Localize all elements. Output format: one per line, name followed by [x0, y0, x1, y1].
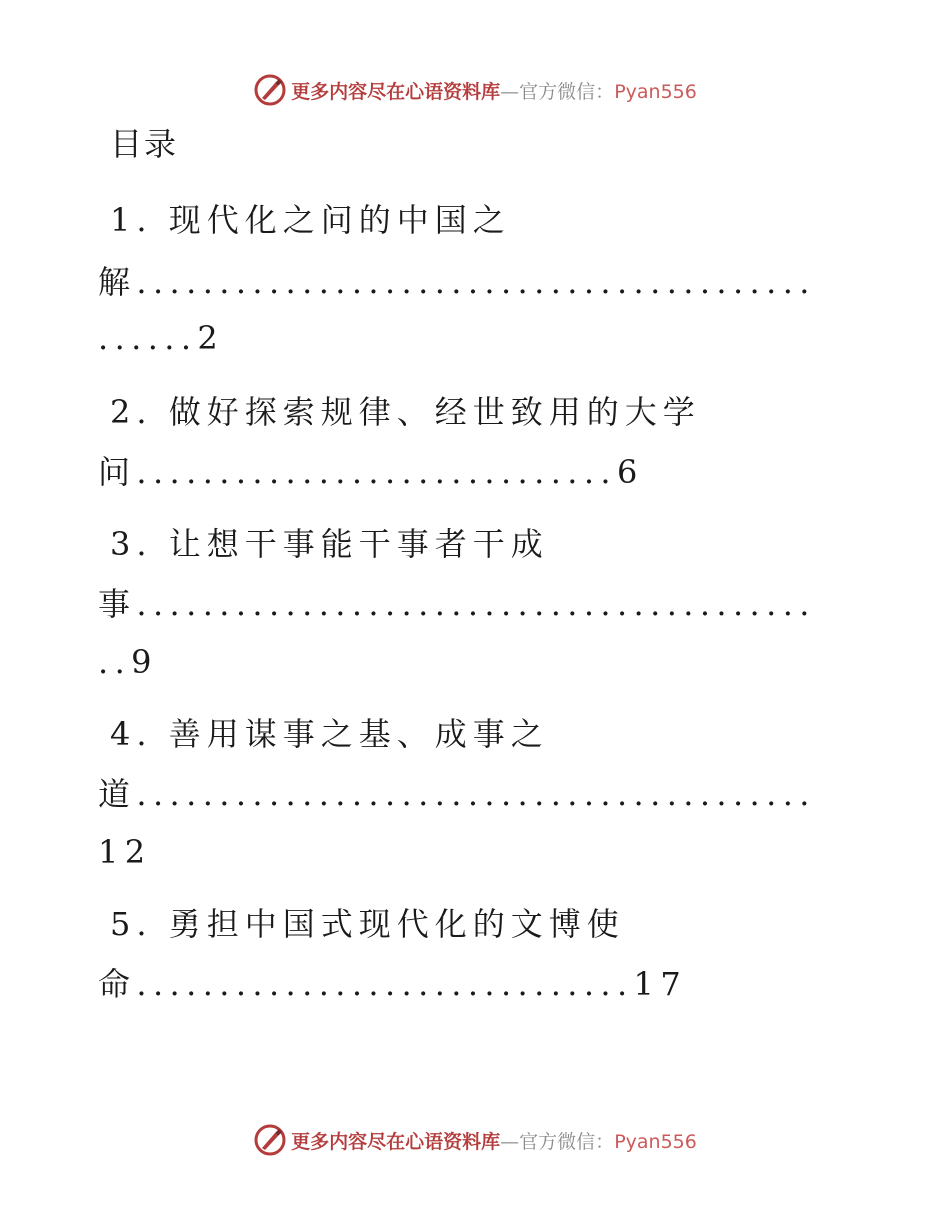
toc-title: 目录: [110, 125, 179, 163]
toc-entry-3-title[interactable]: 3. 让想干事能干事者干成: [110, 525, 549, 563]
header-brand: 更多内容尽在心语资料库: [291, 80, 501, 103]
header-sub: 官方微信：: [519, 80, 615, 103]
toc-entry-4-line-1[interactable]: 道.........................................: [98, 775, 816, 813]
toc-entry-3-line-1[interactable]: 事.........................................: [98, 585, 816, 623]
header-wechat-id: Pyan556: [614, 80, 697, 103]
pen-logo-icon: [253, 73, 287, 107]
footer-text: [291, 1127, 697, 1154]
toc-entry-4-title[interactable]: 4. 善用谋事之基、成事之: [110, 715, 549, 753]
toc-entry-4-line-2[interactable]: 12: [98, 833, 152, 871]
footer-separator: —: [500, 1130, 520, 1153]
footer-sub: 官方微信：: [519, 1130, 615, 1153]
header-separator: —: [500, 80, 520, 103]
header-banner: [0, 70, 950, 110]
toc-entry-2-title[interactable]: 2. 做好探索规律、经世致用的大学: [110, 393, 701, 431]
toc-entry-5-title[interactable]: 5. 勇担中国式现代化的文博使: [110, 905, 625, 943]
toc-entry-5-line-1[interactable]: 命..............................17: [98, 965, 688, 1003]
header-text: [291, 77, 697, 104]
toc-entry-2-line-1[interactable]: 问.............................6: [98, 453, 644, 491]
footer-banner: [0, 1120, 950, 1160]
pen-logo-icon: [253, 1123, 287, 1157]
toc-entry-1-line-2[interactable]: ......2: [98, 319, 225, 357]
toc-entry-3-line-2[interactable]: ..9: [98, 643, 158, 681]
footer-brand: 更多内容尽在心语资料库: [291, 1130, 501, 1153]
toc-entry-1-title[interactable]: 1. 现代化之问的中国之: [110, 201, 511, 239]
footer-wechat-id: Pyan556: [614, 1130, 697, 1153]
toc-entry-1-line-1[interactable]: 解.........................................: [98, 263, 816, 301]
